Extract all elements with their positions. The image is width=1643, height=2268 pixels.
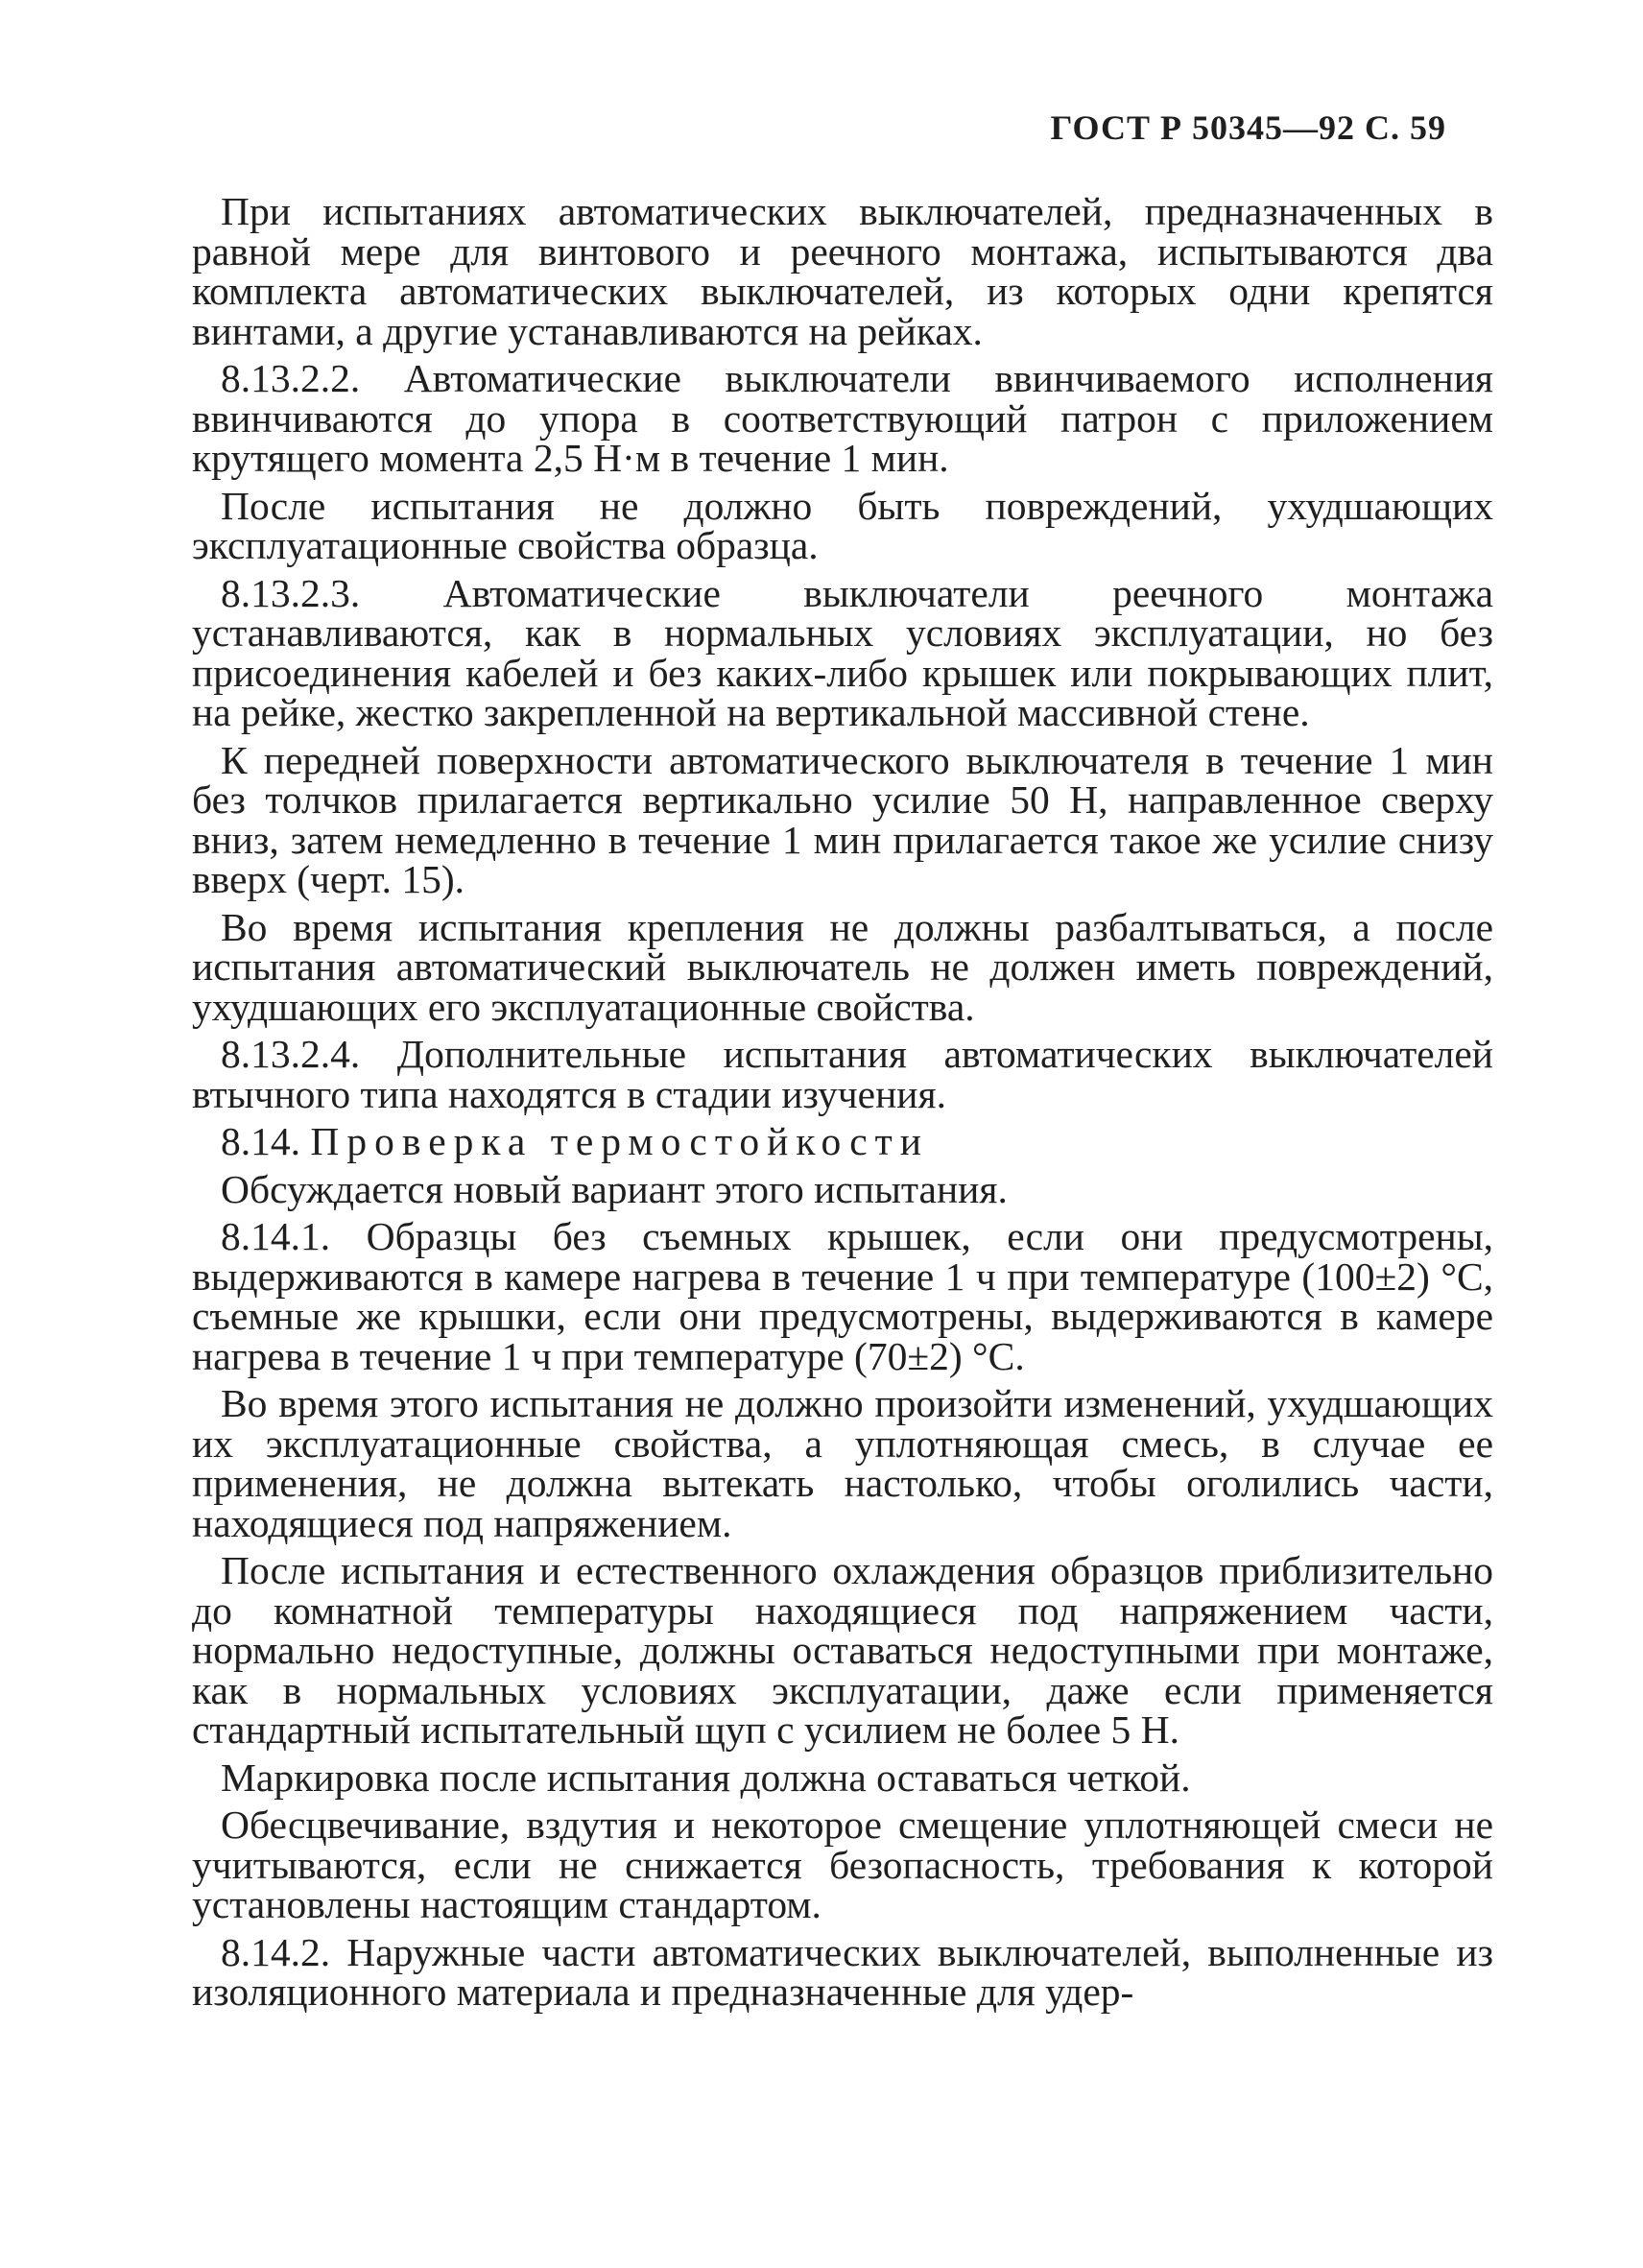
paragraph-force-applied: К передней поверхности автоматического выключателя в течение 1 мин без толчков прилагается вертикально усилие 50 Н, направленное сверху вниз, затем немедленно в течение 1 мин прилагается такое же усилие снизу вверх (черт. 15). [192, 737, 1493, 901]
section-number: 8.14. [221, 1119, 300, 1163]
paragraph-marking: Маркировка после испытания должна оставаться четкой. [221, 1755, 1191, 1800]
section-heading-8-14 [192, 1119, 1493, 1163]
paragraph-fastening-test: Во время испытания крепления не должны разбалтываться, а после испытания автоматический выключатель не должен иметь повреждений, ухудшающих его эксплуатационные свойства. [192, 904, 1493, 1029]
section-title: Проверка термостойкости [310, 1119, 929, 1163]
paragraph-breakers-two-sets: При испытаниях автоматических выключателей, предназначенных в равной мере для винтового и реечного монтажа, испытываются два комплекта автоматических выключателей, из которых одни крепятся винтами, а другие устанавливаются на рейках. [192, 189, 1493, 353]
paragraph-8-13-2-4: 8.13.2.4. Дополнительные испытания автоматических выключателей втычного типа находятся в стадии изучения. [192, 1032, 1493, 1116]
paragraph-no-damage: После испытания не должно быть повреждений, ухудшающих эксплуатационные свойства образца. [192, 483, 1493, 567]
paragraph-8-14-2: 8.14.2. Наружные части автоматических выключателей, выполненные из изоляционного материала и предназначенные для удер- [192, 1929, 1493, 2014]
paragraph-8-13-2-2: 8.13.2.2. Автоматические выключатели ввинчиваемого исполнения ввинчиваются до упора в соответствующий патрон с приложением крутящего момента 2,5 Н·м в течение 1 мин. [192, 356, 1493, 480]
paragraph-8-14-1: 8.14.1. Образцы без съемных крышек, если они предусмотрены, выдерживаются в камере нагрева в течение 1 ч при температуре (100±2) °С, съемные же крышки, если они предусмотрены, выдерживаются в камере нагрева в течение 1 ч при температуре (70±2) °С. [192, 1214, 1493, 1378]
page-header: ГОСТ Р 50345—92 С. 59 [1050, 108, 1446, 147]
document-body [192, 189, 1493, 2020]
paragraph-after-cooling: После испытания и естественного охлаждения образцов приблизительно до комнатной температуры находящиеся под напряжением части, нормально недоступные, должны оставаться недоступными при монтаже, как в нормальных условиях эксплуатации, даже если применяется стандартный испытательный щуп с усилием не более 5 Н. [192, 1548, 1493, 1752]
paragraph-new-variant: Обсуждается новый вариант этого испытания. [221, 1166, 1008, 1211]
paragraph-during-test: Во время этого испытания не должно произойти изменений, ухудшающих их эксплуатационные свойства, а уплотняющая смесь, в случае ее применения, не должна вытекать настолько, чтобы оголились части, находящиеся под напряжением. [192, 1381, 1493, 1545]
paragraph-8-13-2-3: 8.13.2.3. Автоматические выключатели реечного монтажа устанавливаются, как в нормальных условиях эксплуатации, но без присоединения кабелей и без каких-либо крышек или покрывающих плит, на рейке, жестко закрепленной на вертикальной массивной стене. [192, 570, 1493, 734]
paragraph-discoloration: Обесцвечивание, вздутия и некоторое смещение уплотняющей смеси не учитываются, если не снижается безопасность, требования к которой установлены настоящим стандартом. [192, 1802, 1493, 1926]
